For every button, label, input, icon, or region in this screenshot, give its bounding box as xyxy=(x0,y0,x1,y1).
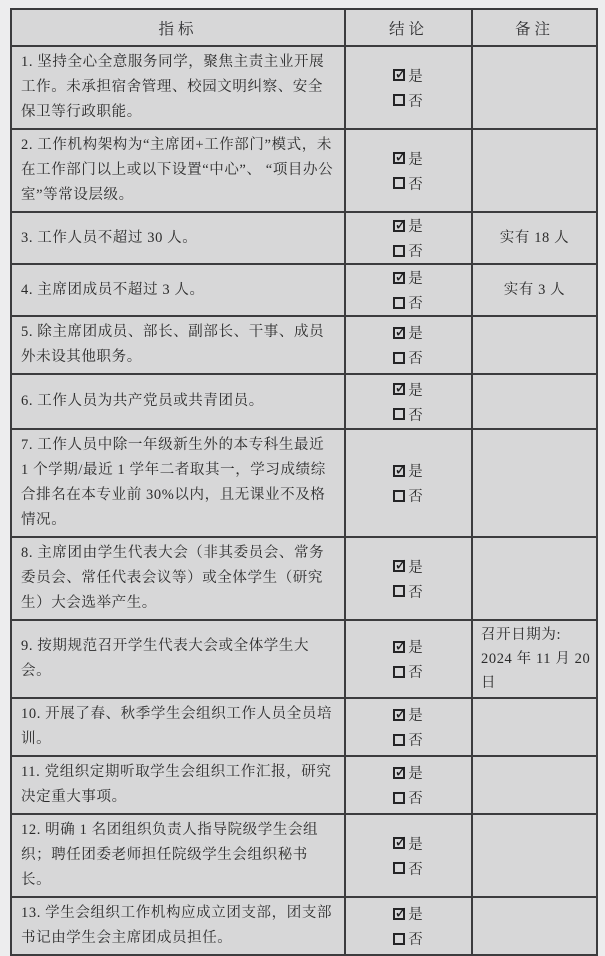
yes-checkbox-icon[interactable] xyxy=(393,709,405,721)
indicator-cell: 9. 按期规范召开学生代表大会或全体学生大会。 xyxy=(11,620,345,698)
no-checkbox-icon[interactable] xyxy=(393,352,405,364)
yes-option[interactable] xyxy=(393,63,424,88)
table-row xyxy=(11,46,597,129)
no-option[interactable] xyxy=(393,785,424,810)
no-label: 否 xyxy=(408,407,424,424)
conclusion-cell xyxy=(345,46,472,129)
no-option[interactable] xyxy=(393,727,424,752)
yes-option[interactable] xyxy=(393,213,424,238)
remark-cell xyxy=(472,756,597,814)
yes-checkbox-icon[interactable] xyxy=(393,908,405,920)
remark-column-header: 备注 xyxy=(472,9,597,46)
yes-label: 是 xyxy=(408,68,424,85)
no-checkbox-icon[interactable] xyxy=(393,585,405,597)
no-option[interactable] xyxy=(393,290,424,315)
yes-label: 是 xyxy=(408,766,424,782)
yes-checkbox-icon[interactable] xyxy=(393,152,405,164)
no-option[interactable] xyxy=(393,171,424,196)
no-label: 否 xyxy=(408,584,424,601)
indicator-cell: 1. 坚持全心全意服务同学，聚焦主责主业开展工作。未承担宿舍管理、校园文明纠察、安全保卫等行政职能。 xyxy=(11,46,345,129)
remark-cell: 实有 18 人 xyxy=(472,212,597,264)
indicator-cell: 10. 开展了春、秋季学生会组织工作人员全员培训。 xyxy=(11,698,345,756)
yes-checkbox-icon[interactable] xyxy=(393,837,405,849)
table-row xyxy=(11,897,597,955)
yes-option[interactable] xyxy=(393,901,424,926)
no-checkbox-icon[interactable] xyxy=(393,734,405,746)
conclusion-cell xyxy=(345,814,472,897)
yes-label: 是 xyxy=(408,382,424,399)
indicator-cell: 4. 主席团成员不超过 3 人。 xyxy=(11,264,345,316)
no-label: 否 xyxy=(408,932,424,948)
remark-cell xyxy=(472,316,597,374)
no-label: 否 xyxy=(408,861,424,878)
conclusion-cell xyxy=(345,537,472,620)
conclusion-cell xyxy=(345,264,472,316)
table-row xyxy=(11,814,597,897)
yes-label: 是 xyxy=(408,640,424,656)
yes-option[interactable] xyxy=(393,265,424,290)
indicator-cell: 13. 学生会组织工作机构应成立团支部，团支部书记由学生会主席团成员担任。 xyxy=(11,897,345,955)
no-option[interactable] xyxy=(393,402,424,427)
no-checkbox-icon[interactable] xyxy=(393,177,405,189)
table-row xyxy=(11,620,597,698)
no-label: 否 xyxy=(408,93,424,110)
conclusion-cell xyxy=(345,316,472,374)
conclusion-column-header: 结论 xyxy=(345,9,472,46)
remark-cell: 实有 3 人 xyxy=(472,264,597,316)
compliance-checklist-table xyxy=(10,8,598,956)
no-label: 否 xyxy=(408,489,424,505)
conclusion-cell xyxy=(345,698,472,756)
no-option[interactable] xyxy=(393,238,424,263)
conclusion-cell xyxy=(345,429,472,537)
yes-checkbox-icon[interactable] xyxy=(393,560,405,572)
yes-checkbox-icon[interactable] xyxy=(393,641,405,653)
indicator-cell: 11. 党组织定期听取学生会组织工作汇报，研究决定重大事项。 xyxy=(11,756,345,814)
indicator-cell: 5. 除主席团成员、部长、副部长、干事、成员外未设其他职务。 xyxy=(11,316,345,374)
indicator-cell: 6. 工作人员为共产党员或共青团员。 xyxy=(11,374,345,429)
yes-label: 是 xyxy=(408,151,424,168)
remark-cell xyxy=(472,814,597,897)
remark-cell xyxy=(472,46,597,129)
table-row xyxy=(11,264,597,316)
remark-cell xyxy=(472,129,597,212)
no-option[interactable] xyxy=(393,88,424,113)
indicator-cell: 12. 明确 1 名团组织负责人指导院级学生会组织；聘任团委老师担任院级学生会组织秘书长。 xyxy=(11,814,345,897)
yes-checkbox-icon[interactable] xyxy=(393,767,405,779)
yes-label: 是 xyxy=(408,559,424,576)
yes-label: 是 xyxy=(408,907,424,923)
remark-cell: 召开日期为: 2024 年 11 月 20 日 xyxy=(472,620,597,698)
table-row xyxy=(11,129,597,212)
yes-option[interactable] xyxy=(393,760,424,785)
yes-option[interactable] xyxy=(393,554,424,579)
no-option[interactable] xyxy=(393,345,424,370)
indicator-column-header: 指标 xyxy=(11,9,345,46)
no-checkbox-icon[interactable] xyxy=(393,245,405,257)
yes-label: 是 xyxy=(408,271,424,287)
indicator-cell: 2. 工作机构架构为“主席团+工作部门”模式，未在工作部门以上或以下设置“中心”、 “项目办公室”等常设层级。 xyxy=(11,129,345,212)
no-label: 否 xyxy=(408,665,424,681)
no-checkbox-icon[interactable] xyxy=(393,862,405,874)
no-checkbox-icon[interactable] xyxy=(393,94,405,106)
no-option[interactable] xyxy=(393,659,424,684)
conclusion-cell xyxy=(345,620,472,698)
no-label: 否 xyxy=(408,296,424,312)
no-label: 否 xyxy=(408,791,424,807)
indicator-cell: 7. 工作人员中除一年级新生外的本专科生最近 1 个学期/最近 1 学年二者取其一，学习成绩综合排名在本专业前 30%以内，且无课业不及格情况。 xyxy=(11,429,345,537)
conclusion-cell xyxy=(345,897,472,955)
no-option[interactable] xyxy=(393,856,424,881)
yes-option[interactable] xyxy=(393,702,424,727)
remark-cell xyxy=(472,537,597,620)
no-option[interactable] xyxy=(393,926,424,951)
table-row xyxy=(11,756,597,814)
no-option[interactable] xyxy=(393,579,424,604)
conclusion-cell xyxy=(345,129,472,212)
yes-option[interactable] xyxy=(393,377,424,402)
remark-cell xyxy=(472,374,597,429)
no-option[interactable] xyxy=(393,483,424,508)
yes-checkbox-icon[interactable] xyxy=(393,272,405,284)
no-checkbox-icon[interactable] xyxy=(393,666,405,678)
no-label: 否 xyxy=(408,733,424,749)
table-row xyxy=(11,316,597,374)
table-row xyxy=(11,429,597,537)
conclusion-cell xyxy=(345,756,472,814)
conclusion-cell xyxy=(345,374,472,429)
yes-option[interactable] xyxy=(393,634,424,659)
yes-checkbox-icon[interactable] xyxy=(393,327,405,339)
yes-checkbox-icon[interactable] xyxy=(393,69,405,81)
conclusion-cell xyxy=(345,212,472,264)
yes-label: 是 xyxy=(408,464,424,480)
remark-cell xyxy=(472,429,597,537)
indicator-cell: 3. 工作人员不超过 30 人。 xyxy=(11,212,345,264)
no-label: 否 xyxy=(408,244,424,260)
table-row xyxy=(11,698,597,756)
table-header-row xyxy=(11,9,597,46)
indicator-cell: 8. 主席团由学生代表大会（非其委员会、常务委员会、常任代表会议等）或全体学生（研究生）大会选举产生。 xyxy=(11,537,345,620)
no-checkbox-icon[interactable] xyxy=(393,933,405,945)
yes-checkbox-icon[interactable] xyxy=(393,220,405,232)
yes-label: 是 xyxy=(408,708,424,724)
yes-option[interactable] xyxy=(393,831,424,856)
table-row xyxy=(11,212,597,264)
yes-option[interactable] xyxy=(393,146,424,171)
no-checkbox-icon[interactable] xyxy=(393,792,405,804)
no-checkbox-icon[interactable] xyxy=(393,408,405,420)
no-label: 否 xyxy=(408,351,424,367)
yes-option[interactable] xyxy=(393,458,424,483)
remark-cell xyxy=(472,698,597,756)
table-row xyxy=(11,537,597,620)
table-row xyxy=(11,374,597,429)
no-checkbox-icon[interactable] xyxy=(393,490,405,502)
no-label: 否 xyxy=(408,176,424,193)
yes-label: 是 xyxy=(408,326,424,342)
no-checkbox-icon[interactable] xyxy=(393,297,405,309)
yes-checkbox-icon[interactable] xyxy=(393,465,405,477)
remark-cell xyxy=(472,897,597,955)
yes-checkbox-icon[interactable] xyxy=(393,383,405,395)
yes-label: 是 xyxy=(408,219,424,235)
yes-label: 是 xyxy=(408,836,424,853)
yes-option[interactable] xyxy=(393,320,424,345)
